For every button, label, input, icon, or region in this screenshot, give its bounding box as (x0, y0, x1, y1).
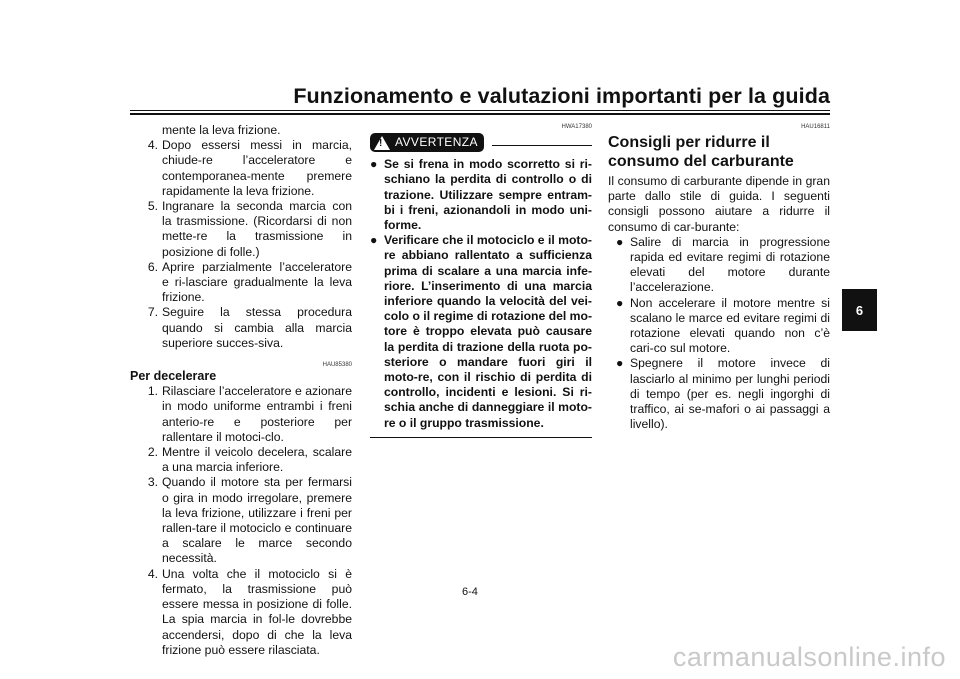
steps-list-start (130, 138, 352, 351)
bullet-dot-icon: ● (616, 295, 624, 310)
header-rule (130, 110, 830, 111)
header-rule-thick (130, 113, 830, 115)
warning-end-rule (370, 437, 592, 438)
section-code: HAU85380 (322, 362, 352, 369)
step-number: 2. (147, 445, 158, 460)
section-title: Consigli per ridurre il consumo del carburante (608, 134, 794, 170)
step-number: 3. (147, 475, 158, 490)
bullet-dot-icon: ● (616, 356, 624, 371)
subheading-decelerate: Per decelerare (130, 369, 217, 384)
step-text: Dopo essersi messi in marcia, chiude-re l’acceleratore e contemporanea-mente premere rapidamente la leva frizione. (162, 138, 352, 198)
bullet-dot-icon: ● (370, 233, 378, 248)
step-number: 4. (147, 566, 158, 581)
warning-column (370, 123, 592, 438)
bullet-item (608, 235, 830, 296)
step-item (130, 138, 352, 199)
step-number: 6. (147, 259, 158, 274)
bullet-item (370, 233, 592, 431)
warning-header (370, 133, 592, 152)
step-text: Quando il motore sta per fermarsi o gira in modo irregolare, premere la leva frizione, utilizzare i freni per rallen-tare il motociclo e continuare a scalare le marce secondo necessità. (162, 475, 352, 566)
step-item (130, 445, 352, 475)
bullet-text: Spegnere il motore invece di lasciarlo al minimo per lunghi periodi di tempo (per es. negli ingorghi di traffico, ai se-mafori o ai passaggi a livello). (630, 356, 830, 432)
bullet-item (370, 157, 592, 233)
step-number: 5. (147, 199, 158, 214)
left-column (130, 123, 352, 658)
bullet-dot-icon: ● (616, 234, 624, 249)
tips-list (608, 235, 830, 433)
bullet-item (608, 356, 830, 432)
page-header-title: Funzionamento e valutazioni importanti per la guida (293, 84, 830, 108)
warning-label: AVVERTENZA (395, 135, 478, 149)
chapter-tab: 6 (842, 289, 877, 331)
step-text: Una volta che il motociclo si è fermato, la trasmissione può essere messa in posizione di folle. La spia marcia in fol-le dovrebbe accendersi, dopo di che la leva frizione può essere rilasciata. (162, 566, 352, 657)
bullet-text: Non accelerare il motore mentre si scalano le marce ed evitare regimi di rotazione elevati quando non c’è cari-co sul motore. (630, 295, 830, 356)
step-item (130, 305, 352, 351)
intro-paragraph: Il consumo di carburante dipende in gran parte dallo stile di guida. I seguenti consigli possono aiutare a ridurre il consumo di car-burante: (608, 174, 830, 234)
step-item (130, 199, 352, 260)
step-number: 4. (147, 138, 158, 153)
step-number: 7. (147, 305, 158, 320)
step-number: 1. (147, 384, 158, 399)
step-text: Ingranare la seconda marcia con la trasmissione. (Ricordarsi di non mette-re la trasmissione in posizione di folle.) (162, 199, 352, 259)
warning-code: HWA17380 (561, 124, 592, 130)
bullet-text: Verificare che il motociclo e il moto-re abbiano rallentato a sufficienza prima di scalare a una marcia infe-riore. L’inserimento di una marcia inferiore quando la velocità del vei-colo o il regime di rotazione del mo-tore è troppo elevata può causare la perdita di trazione della ruota po-steriore o mandare fuori giri il moto-re, con il rischio di perdita di controllo, incidenti e lesioni. Si ri-schia anche di danneggiare il moto-re o il gruppo trasmissione. (384, 233, 592, 430)
step-item (130, 475, 352, 566)
right-column (608, 123, 830, 432)
bullet-text: Salire di marcia in progressione rapida ed evitare regimi di rotazione elevati del motore durante l’accelerazione. (630, 234, 830, 295)
bullet-item (608, 296, 830, 357)
warning-badge (370, 133, 484, 152)
step-item (130, 260, 352, 306)
step-text: Aprire parzialmente l’acceleratore e ri-lasciare gradualmente la leva frizione. (162, 259, 352, 305)
step-text: Mentre il veicolo decelera, scalare a una marcia inferiore. (162, 445, 352, 475)
step-item (130, 567, 352, 658)
warning-header-rule (492, 145, 592, 146)
bullet-dot-icon: ● (370, 157, 378, 172)
bullet-text: Se si frena in modo scorretto si ri-schiano la perdita di controllo o di trazione. Utilizzare sempre entram-bi i freni, azionandoli in modo uni-forme. (384, 157, 592, 233)
section-code-right: HAU16811 (801, 124, 830, 130)
steps-list-decelerate (130, 384, 352, 658)
step-item (130, 384, 352, 445)
warning-bullets (370, 157, 592, 431)
step-text: Seguire la stessa procedura quando si cambia alla marcia superiore succes-siva. (162, 305, 352, 350)
warning-triangle-icon: ! (374, 136, 390, 150)
page-number: 6-4 (462, 586, 478, 598)
step-text: Rilasciare l’acceleratore e azionare in modo uniforme entrambi i freni anterio-re e posteriore per rallentare il motoci-clo. (162, 384, 352, 444)
watermark: carmanualsonline.info (672, 642, 946, 672)
continued-text: mente la leva frizione. (162, 123, 281, 137)
